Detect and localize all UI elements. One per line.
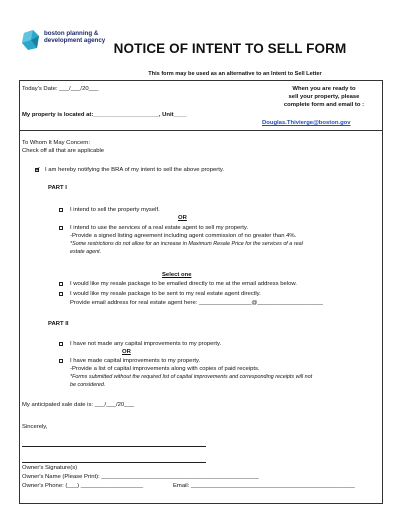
sell-myself-checkbox[interactable] — [59, 208, 63, 212]
sale-date-field[interactable]: My anticipated sale date is: ___/___/20___ — [22, 402, 134, 408]
part2-heading: PART II — [48, 321, 69, 327]
agent-email-field[interactable]: Provide email address for real estate agent here: ________________@____________________ — [70, 300, 323, 306]
form-title: NOTICE OF INTENT TO SELL FORM — [113, 41, 347, 56]
contact-email-link[interactable]: Douglas.Thivierge@boston.gov — [262, 120, 351, 126]
email-to-me-checkbox[interactable] — [59, 282, 63, 286]
send-to-agent-text: I would like my resale package to be sent to my real estate agent directly. — [70, 291, 261, 297]
made-improvements-text: I have made capital improvements to my property. — [70, 358, 201, 364]
signature-line-1[interactable] — [22, 446, 206, 447]
owner-name-field[interactable]: Owner's Name (Please Print): ________________________________________________ — [22, 474, 259, 480]
made-improvements-note-1: *Forms submitted without the required list of capital improvements and corresponding receipts will not — [70, 374, 313, 380]
send-to-agent-checkbox[interactable] — [59, 292, 63, 296]
use-agent-checkbox[interactable] — [59, 226, 63, 230]
owner-email-field[interactable]: Email: __________________________________________________ — [173, 483, 355, 489]
logo-line-2: development agency — [44, 37, 106, 44]
part2-or: OR — [122, 349, 131, 355]
instruction: Check off all that are applicable — [22, 148, 105, 154]
use-agent-detail: -Provide a signed listing agreement including agent commission of no greater than 4%. — [70, 233, 297, 239]
notify-checkbox[interactable] — [35, 168, 39, 172]
ready-line-1: When you are ready to — [292, 86, 356, 92]
ready-line-2: sell your property, please — [288, 94, 360, 100]
property-address-field[interactable]: My property is located at:____________________, Unit____ — [22, 112, 187, 118]
email-to-me-text: I would like my resale package to be emailed directly to me at the email address below. — [70, 281, 297, 287]
owner-signature-label: Owner's Signature(s) — [22, 465, 78, 471]
no-improvements-text: I have not made any capital improvements to my property. — [70, 341, 222, 347]
use-agent-note-1: *Some restrictions do not allow for an increase in Maximum Resale Price for the services of a real — [70, 241, 303, 247]
section-divider — [19, 130, 383, 131]
form-subtitle: This form may be used as an alternative to an Intent to Sell Letter — [148, 71, 322, 77]
notify-text: I am hereby notifying the BRA of my intent to sell the above property. — [45, 167, 224, 173]
use-agent-text: I intend to use the services of a real estate agent to sell my property. — [70, 225, 249, 231]
salutation: To Whom It May Concern: — [22, 140, 91, 146]
ready-line-3: complete form and email to : — [283, 102, 365, 108]
signature-line-2[interactable] — [22, 462, 206, 463]
todays-date-field[interactable]: Today's Date: ___/___/20___ — [22, 86, 99, 92]
logo-mark-icon — [22, 30, 40, 50]
sincerely-text: Sincerely, — [22, 424, 48, 430]
part1-or: OR — [178, 215, 187, 221]
select-one-heading: Select one — [162, 272, 192, 278]
logo-line-1: boston planning & — [44, 30, 99, 37]
made-improvements-checkbox[interactable] — [59, 359, 63, 363]
no-improvements-checkbox[interactable] — [59, 342, 63, 346]
owner-phone-field[interactable]: Owner's Phone: (___) ___________________ — [22, 483, 143, 489]
use-agent-note-2: estate agent. — [70, 249, 102, 255]
sell-myself-text: I intend to sell the property myself. — [70, 207, 160, 213]
part1-heading: PART I — [48, 185, 67, 191]
made-improvements-note-2: be considered. — [70, 382, 106, 388]
made-improvements-detail: -Provide a list of capital improvements along with copies of paid receipts. — [70, 366, 260, 372]
